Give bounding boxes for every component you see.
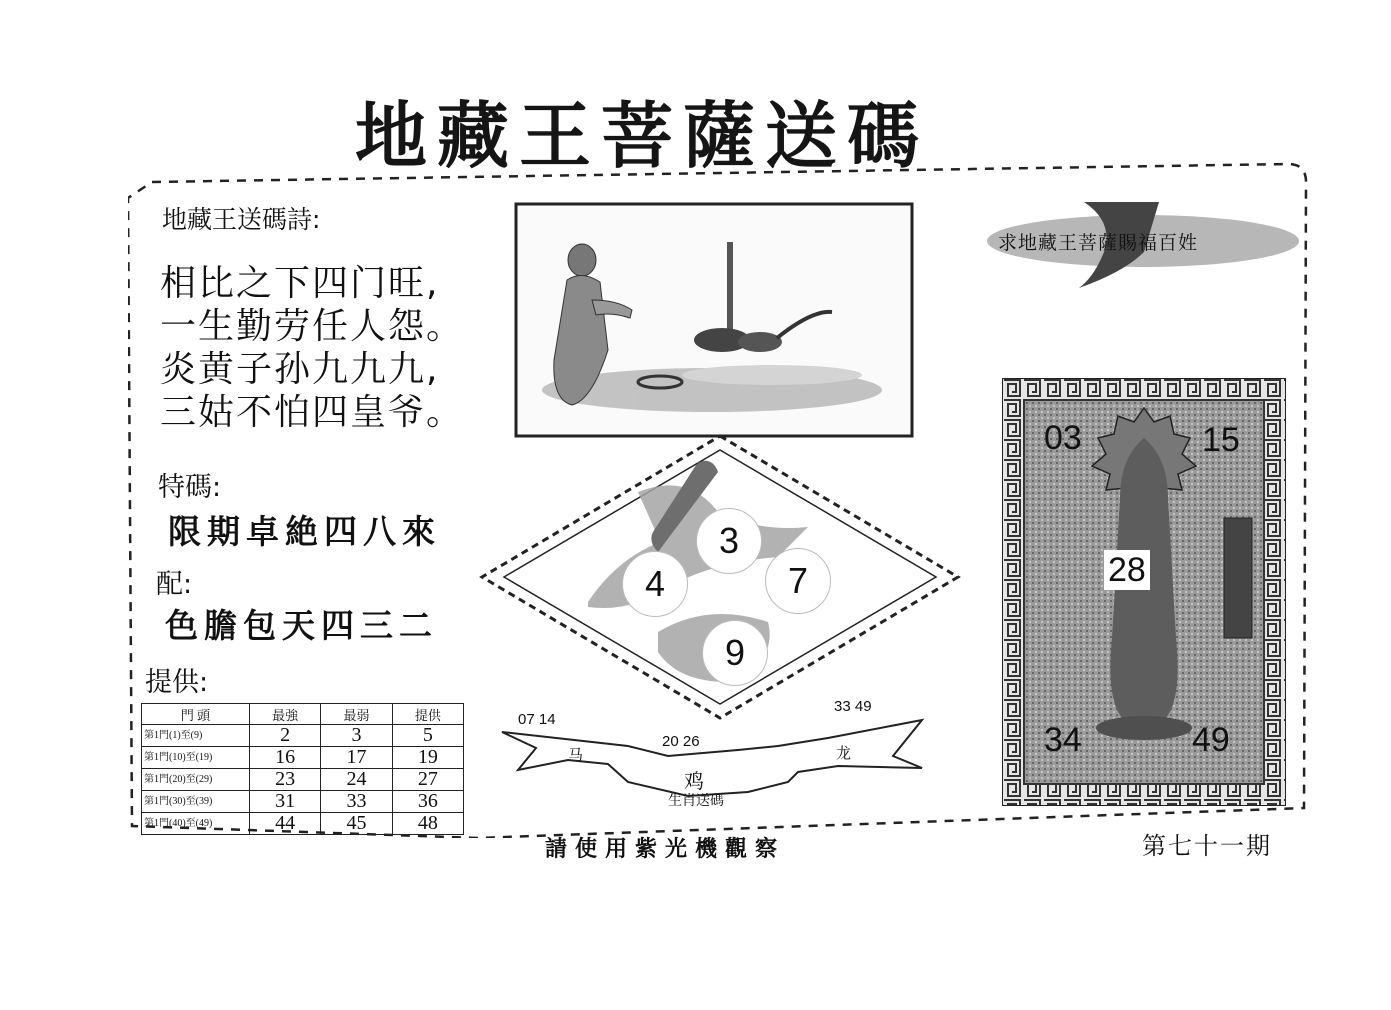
table-row	[142, 791, 464, 813]
poem-line-4: 三姑不怕四皇爷。	[160, 392, 465, 433]
table-cell: 19	[392, 747, 463, 769]
table-cell: 3	[321, 725, 392, 747]
provide-label: 提供:	[145, 667, 209, 698]
banner-left-numbers: 07 14	[518, 711, 556, 728]
panel-number-bottom-left: 34	[1044, 721, 1082, 759]
row-label: 第1門(1)至(9)	[142, 725, 250, 747]
banner-right-animal: 龙	[836, 744, 852, 762]
panel-number-center: 28	[1104, 550, 1150, 590]
banner-left-animal: 马	[568, 746, 584, 764]
table-cell: 48	[392, 813, 463, 835]
diamond-number: 3	[696, 508, 762, 574]
table-cell: 2	[250, 725, 321, 747]
diamond-number: 4	[622, 551, 688, 617]
table-header: 最強	[250, 704, 321, 725]
match-text: 色膽包天四三二	[165, 606, 438, 645]
cooking-illustration	[512, 200, 914, 440]
table-row	[142, 725, 464, 747]
table-header: 提供	[392, 704, 463, 725]
table-cell: 24	[321, 769, 392, 791]
banner-caption: 生肖送碼	[668, 793, 724, 809]
row-label: 第1門(40)至(49)	[142, 813, 250, 835]
table-header: 最弱	[321, 704, 392, 725]
table-row	[142, 769, 464, 791]
special-text: 限期卓絶四八來	[168, 512, 441, 551]
banner-center-animal: 鸡	[684, 769, 704, 793]
panel-number-top-right: 15	[1202, 421, 1240, 459]
poem-heading: 地藏王送碼詩:	[162, 205, 321, 234]
footer-instruction: 請使用紫光機觀察	[545, 836, 786, 862]
match-label: 配:	[156, 569, 193, 600]
table-cell: 17	[321, 747, 392, 769]
poem-line-3: 炎黄子孙九九九,	[160, 349, 440, 390]
banner-right-numbers: 33 49	[834, 698, 872, 715]
issue-number: 第七十一期	[1142, 832, 1272, 860]
table-row	[142, 747, 464, 769]
table-cell: 36	[392, 791, 463, 813]
page-title: 地藏王菩薩送碼	[355, 93, 930, 178]
table-cell: 5	[392, 725, 463, 747]
poem-line-1: 相比之下四门旺,	[160, 263, 440, 304]
diamond-number: 7	[765, 548, 831, 614]
panel-number-top-left: 03	[1044, 419, 1082, 457]
row-label: 第1門(30)至(39)	[142, 791, 250, 813]
panel-number-bottom-right: 49	[1192, 721, 1230, 759]
table-cell: 16	[250, 747, 321, 769]
table-cell: 27	[392, 769, 463, 791]
special-label: 特碼:	[158, 472, 222, 503]
table-cell: 23	[250, 769, 321, 791]
table-header: 門 頭	[142, 704, 250, 725]
row-label: 第1門(20)至(29)	[142, 769, 250, 791]
poem-line-2: 一生勤劳任人怨。	[160, 306, 465, 347]
table-cell: 44	[250, 813, 321, 835]
table-cell: 33	[321, 791, 392, 813]
table-row	[142, 813, 464, 835]
number-table	[141, 703, 464, 835]
banner-mid-numbers: 20 26	[662, 733, 700, 750]
diamond-number: 9	[702, 620, 768, 686]
table-cell: 31	[250, 791, 321, 813]
oval-text: 求地藏王菩薩賜福百姓	[998, 232, 1199, 254]
table-cell: 45	[321, 813, 392, 835]
row-label: 第1門(10)至(19)	[142, 747, 250, 769]
